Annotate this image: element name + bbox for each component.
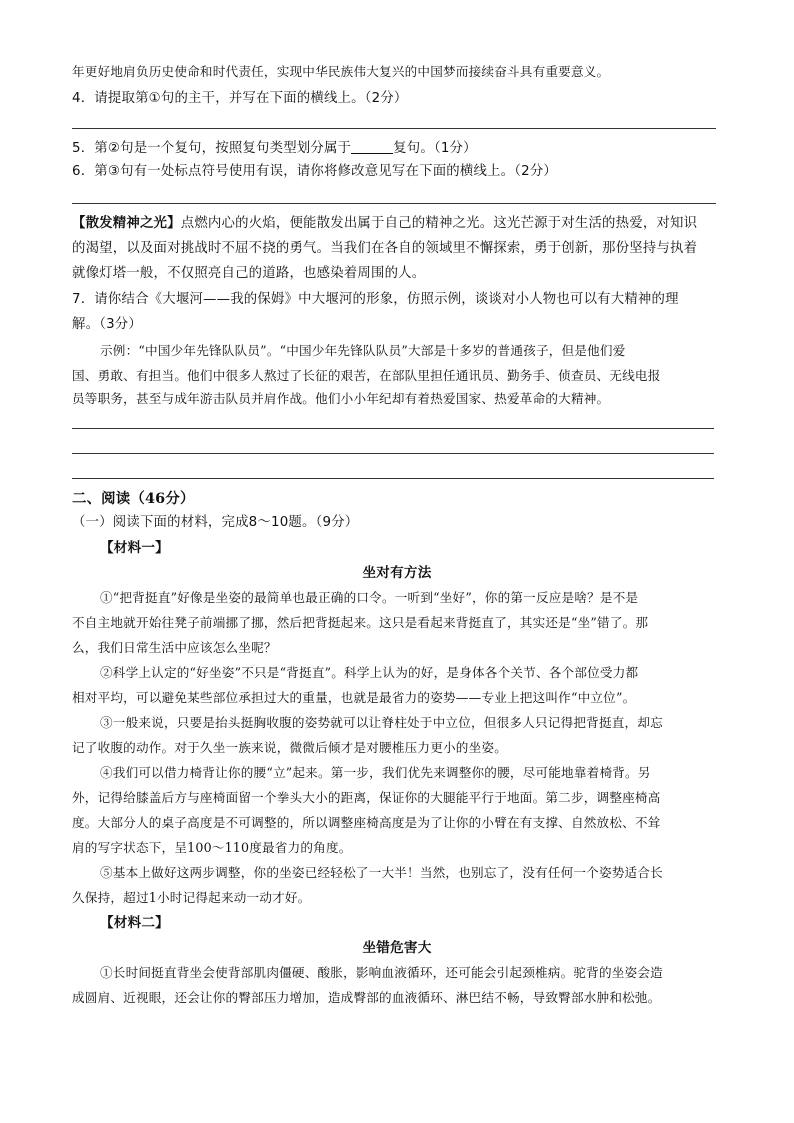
- question-5-tail: 复句。（1分）: [393, 141, 477, 156]
- example-line-3: 员等职务，甚至与成年游击队员并肩作战。他们小小年纪却有着热爱国家、热爱革命的大精神。: [72, 391, 610, 406]
- m1-p3-line-2: 记了收腹的动作。对于久坐一族来说，微微后倾才是对腰椎压力更小的坐姿。: [72, 740, 507, 755]
- answer-line-q7-2: [72, 453, 714, 454]
- m1-p5-line-1: ⑤基本上做好这两步调整，你的坐姿已经轻松了一大半！当然，也别忘了，没有任何一个姿势适合长: [100, 865, 663, 880]
- m1-p4-line-4: 肩的写字状态下，呈100～110度最省力的角度。: [72, 840, 352, 855]
- answer-line-q4: [72, 128, 716, 129]
- question-7-line-2: 解。（3分）: [72, 317, 142, 332]
- m1-p4-line-3: 度。大部分人的桌子高度是不可调整的，所以调整座椅高度是为了让你的小臂在有支撑、自然放松、不耸: [72, 815, 661, 830]
- m2-p1-line-2: 成圆肩、近视眼，还会让你的臀部压力增加，造成臀部的血液循环、淋巴结不畅，导致臀部水肿和松弛。: [72, 990, 661, 1005]
- spirit-line-1: [72, 211, 720, 237]
- example-line-1: 示例：“中国少年先锋队队员”。“中国少年先锋队队员”大部是十多岁的普通孩子，但是他们爱: [100, 343, 626, 358]
- m1-p1-line-3: 么，我们日常生活中应该怎么坐呢？: [72, 640, 277, 655]
- material-2-title: 坐错危害大: [362, 940, 432, 956]
- paragraph-continuation: 年更好地肩负历史使命和时代责任，实现中华民族伟大复兴的中国梦而接续奋斗具有重要意义。: [72, 64, 610, 79]
- question-5-text: 5．第②句是一个复句，按照复句类型划分属于: [72, 141, 352, 156]
- spirit-line-2: 的渴望，以及面对挑战时不屈不挠的勇气。当我们在各自的领域里不懈探索，勇于创新，那份坚持与执着: [72, 241, 698, 256]
- part-instruction: （一）阅读下面的材料，完成8～10题。（9分）: [72, 515, 359, 530]
- spirit-text-1: 点燃内心的火焰，便能散发出属于自己的精神之光。这光芒源于对生活的热爱，对知识: [180, 216, 698, 231]
- question-7-line-1: 7．请你结合《大堰河——我的保姆》中大堰河的形象，仿照示例，谈谈对小人物也可以有大精神的理: [72, 292, 679, 307]
- fill-blank-q5[interactable]: [351, 139, 393, 154]
- m2-p1-line-1: ①长时间挺直背坐会使背部肌肉僵硬、酸胀，影响血液循环，还可能会引起颈椎病。驼背的坐姿会造: [100, 965, 663, 980]
- m1-p4-line-2: 外，记得给膝盖后方与座椅面留一个拳头大小的距离，保证你的大腿能平行于地面。第二步，调整座椅高: [72, 790, 661, 805]
- material-2-label: 【材料二】: [100, 915, 169, 931]
- spirit-line-3: 就像灯塔一般，不仅照亮自己的道路，也感染着周围的人。: [72, 266, 426, 281]
- question-4: 4．请提取第①句的主干，并写在下面的横线上。（2分）: [72, 91, 408, 106]
- answer-line-q6: [72, 203, 716, 204]
- m1-p5-line-2: 久保持，超过1小时记得起来动一动才好。: [72, 890, 311, 905]
- m1-p3-line-1: ③一般来说，只要是抬头挺胸收腹的姿势就可以让脊柱处于中立位，但很多人只记得把背挺直，却忘: [100, 715, 663, 730]
- answer-line-q7-1: [72, 428, 714, 429]
- m1-p2-line-2: 相对平均，可以避免某些部位承担过大的重量，也就是最省力的姿势——专业上把这叫作“中立位”。: [72, 690, 636, 705]
- section-heading: 二、阅读（46分）: [72, 490, 195, 507]
- material-1-title: 坐对有方法: [362, 565, 432, 581]
- m1-p4-line-1: ④我们可以借力椅背让你的腰“立”起来。第一步，我们优先来调整你的腰，尽可能地靠着椅背。另: [100, 765, 651, 780]
- m1-p1-line-1: ①“把背挺直”好像是坐姿的最简单也最正确的口令。一听到“坐好”，你的第一反应是啥？是不是: [100, 590, 639, 605]
- m1-p1-line-2: 不自主地就开始往凳子前端挪了挪，然后把背挺起来。这只是看起来背挺直了，其实还是“坐”错了。那: [72, 615, 649, 630]
- example-line-2: 国、勇敢、有担当。他们中很多人熬过了长征的艰苦，在部队里担任通讯员、勤务手、侦查员、无线电报: [72, 368, 661, 383]
- spirit-label: 【散发精神之光】: [72, 216, 181, 231]
- material-1-label: 【材料一】: [100, 540, 169, 556]
- answer-line-q7-3: [72, 478, 714, 479]
- m1-p2-line-1: ②科学上认定的“好坐姿”不只是“背挺直”。科学上认为的好，是身体各个关节、各个部位受力都: [100, 665, 639, 680]
- question-6: 6．第③句有一处标点符号使用有误，请你将修改意见写在下面的横线上。（2分）: [72, 164, 558, 179]
